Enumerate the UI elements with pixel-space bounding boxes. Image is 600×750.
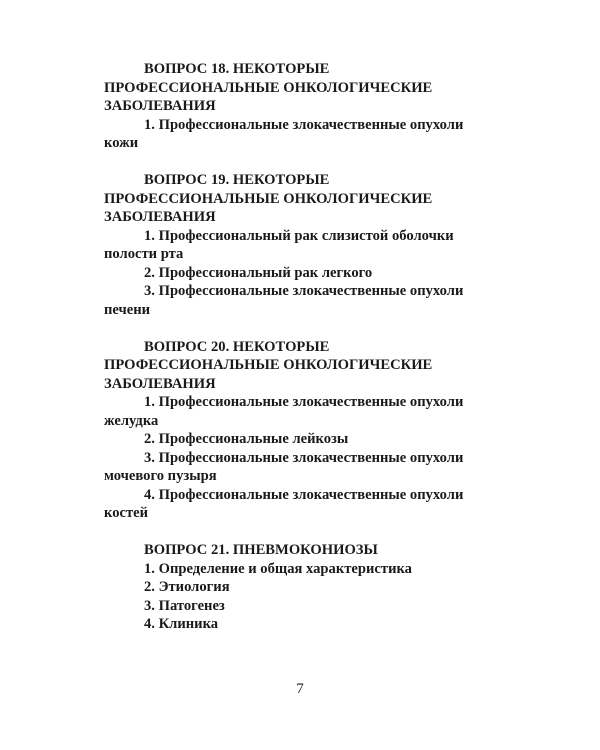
list-item: 1. Профессиональный рак слизистой оболочки полости рта	[104, 227, 454, 262]
section-question-21	[104, 541, 484, 634]
item-list	[104, 560, 484, 634]
list-item: 2. Профессиональный рак легкого	[144, 264, 373, 281]
section-question-18	[104, 60, 484, 153]
section-heading: ВОПРОС 20. НЕКОТОРЫЕ ПРОФЕССИОНАЛЬНЫЕ ОНКОЛОГИЧЕСКИЕ ЗАБОЛЕВАНИЯ	[104, 338, 433, 392]
item-list	[104, 116, 484, 153]
list-item: 1. Профессиональные злокачественные опухоли кожи	[104, 116, 464, 151]
section-question-20	[104, 338, 484, 523]
item-list	[104, 227, 484, 320]
list-item: 4. Клиника	[144, 616, 219, 632]
list-item: 3. Профессиональные злокачественные опухоли мочевого пузыря	[104, 449, 464, 484]
list-item: 3. Профессиональные злокачественные опухоли печени	[104, 283, 464, 318]
list-item: 3. Патогенез	[144, 597, 225, 614]
section-heading: ВОПРОС 21. ПНЕВМОКОНИОЗЫ	[144, 542, 378, 558]
section-question-19	[104, 171, 484, 319]
section-heading: ВОПРОС 19. НЕКОТОРЫЕ ПРОФЕССИОНАЛЬНЫЕ ОНКОЛОГИЧЕСКИЕ ЗАБОЛЕВАНИЯ	[104, 172, 433, 225]
item-list	[104, 393, 484, 523]
list-item: 2. Профессиональные лейкозы	[144, 431, 349, 447]
list-item: 1. Профессиональные злокачественные опухоли желудка	[104, 394, 464, 429]
page-number: 7	[296, 681, 304, 697]
list-item: 2. Этиология	[144, 579, 230, 595]
list-item: 4. Профессиональные злокачественные опухоли костей	[104, 486, 464, 521]
list-item: 1. Определение и общая характеристика	[144, 560, 412, 577]
section-heading: ВОПРОС 18. НЕКОТОРЫЕ ПРОФЕССИОНАЛЬНЫЕ ОНКОЛОГИЧЕСКИЕ ЗАБОЛЕВАНИЯ	[104, 61, 433, 114]
page-content	[104, 60, 484, 652]
